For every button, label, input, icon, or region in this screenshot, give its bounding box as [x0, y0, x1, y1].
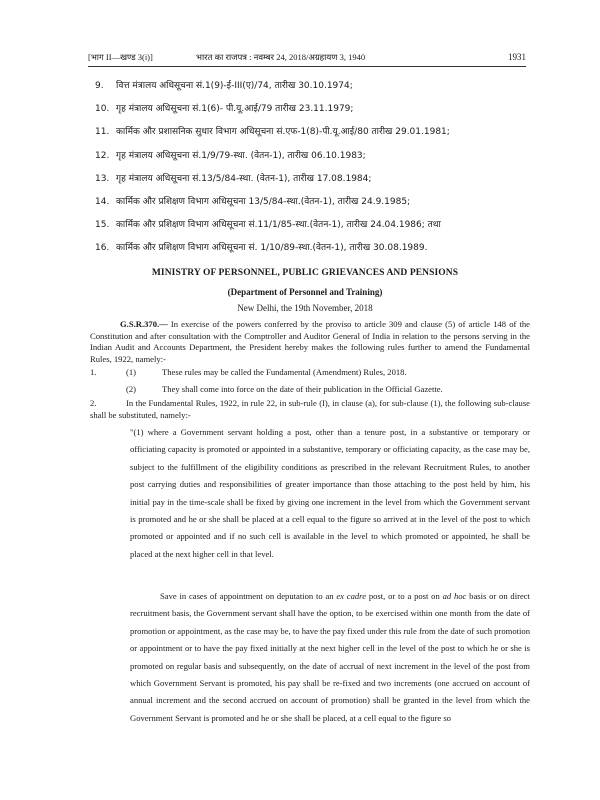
gsr-label: G.S.R.370.— — [120, 319, 168, 329]
list-item — [95, 124, 535, 147]
gsr-text: In exercise of the powers conferred by the proviso to article 309 and clause (5) of article 148 of the Constitution and after consultation with the Comptroller and Auditor General of India in relation to the persons serving in the Indian Audit and Accounts Department, the President hereby makes the following rules further to amend the Fundamental Rules, 1922, namely:- — [90, 319, 530, 364]
rule-1-2 — [90, 384, 443, 394]
list-item-number: 16. — [95, 243, 110, 254]
subrule-number: (2) — [126, 384, 137, 394]
department-title: (Department of Personnel and Training) — [227, 287, 383, 297]
list-item-text: कार्मिक और प्रशिक्षण विभाग अधिसूचना 13/5/84-स्था.(वेतन-1), तारीख 24.9.1985; — [116, 196, 411, 207]
notification-list — [95, 78, 535, 264]
list-item — [95, 194, 535, 217]
rule-text: These rules may be called the Fundamental (Amendment) Rules, 2018. — [162, 367, 407, 377]
list-item — [95, 217, 535, 240]
list-item-text: गृह मंत्रालय अधिसूचना सं.1/9/79-स्था. (वेतन-1), तारीख 06.10.1983; — [116, 150, 366, 161]
italic-term: ad hoc — [442, 591, 467, 601]
header-part-section: [भाग II—खण्ड 3(i)] — [88, 52, 153, 62]
rule-1-1 — [90, 367, 407, 377]
list-item-text: कार्मिक और प्रशासनिक सुधार विभाग अधिसूचना सं.एफ-1(8)-पी.यू.आई/80 तारीख 29.01.1981; — [116, 127, 450, 138]
list-item-number: 12. — [95, 150, 110, 161]
list-item-number: 14. — [95, 196, 110, 207]
list-item — [95, 148, 535, 171]
paragraph-text: "(1) where a Government servant holding a post, other than a tenure post, in a substantive or temporary or officiating capacity is promoted or appointed in a substantive, temporary or officiating capacity, as the case may be, subject to the fulfillment of the eligibility conditions as prescribed in the relevant Recruitment Rules, to another post carrying duties and responsibilities of greater importance than those attaching to the post held by him, his initial pay in the time-scale shall be fixed by giving one increment in the level from which the Government servant is promoted and he or she shall be placed at a cell equal to the figure so arrived at in the level of the post to which promoted or appointed and if no such cell is available in the level to which promoted or appointed, he shall be placed at the next higher cell in that level. — [130, 427, 530, 559]
list-item-number: 13. — [95, 173, 110, 184]
rule-text: In the Fundamental Rules, 1922, in rule 22, in sub-rule (I), in clause (a), for sub-clause (1), the following sub-clause shall be substituted, namely:- — [90, 398, 530, 420]
rule-2 — [90, 398, 530, 421]
paragraph-text: Save in cases of appointment on deputation to an — [160, 591, 337, 601]
list-item-text: वित्त मंत्रालय अधिसूचना सं.1(9)-ई-III(ए)/74, तारीख 30.10.1974; — [116, 81, 353, 91]
subclause-paragraph-1 — [130, 424, 530, 563]
page-number: 1931 — [508, 52, 526, 62]
list-item — [95, 171, 535, 194]
ministry-title: MINISTRY OF PERSONNEL, PUBLIC GRIEVANCES AND PENSIONS — [151, 268, 459, 278]
list-item-text: कार्मिक और प्रशिक्षण विभाग अधिसूचना सं.11/1/85-स्था.(वेतन-1), तारीख 24.04.1986; तथा — [116, 220, 441, 231]
list-item-number: 11. — [95, 127, 110, 138]
list-item-text: गृह मंत्रालय अधिसूचना सं.1(6)- पी.यू.आई/79 तारीख 23.11.1979; — [116, 104, 354, 115]
list-item-number: 10. — [95, 104, 110, 115]
dateline: New Delhi, the 19th November, 2018 — [237, 303, 373, 313]
gsr-preamble — [90, 319, 530, 365]
list-item — [95, 78, 535, 101]
header-divider — [88, 66, 526, 67]
paragraph-text: post, or to a post on — [366, 591, 443, 601]
list-item — [95, 240, 535, 263]
page-header — [88, 52, 526, 66]
italic-term: ex cadre — [336, 591, 367, 601]
rule-number: 2. — [90, 398, 97, 408]
list-item-text: गृह मंत्रालय अधिसूचना सं.13/5/84-स्था. (वेतन-1), तारीख 17.08.1984; — [116, 173, 372, 184]
list-item — [95, 101, 535, 124]
rule-text: They shall come into force on the date of their publication in the Official Gazette. — [162, 384, 443, 394]
list-item-number: 15. — [95, 220, 110, 231]
rule-number: 1. — [90, 367, 97, 377]
list-item-text: कार्मिक और प्रशिक्षण विभाग अधिसूचना सं. 1/10/89-स्था.(वेतन-1), तारीख 30.08.1989. — [116, 243, 428, 254]
list-item-number: 9. — [95, 81, 104, 91]
header-gazette-title: भारत का राजपत्र : नवम्बर 24, 2018/अग्रहायण 3, 1940 — [196, 52, 366, 62]
subrule-number: (1) — [126, 367, 137, 377]
paragraph-text: basis or on direct recruitment basis, the Government servant shall have the option, to be exercised within one month from the date of promotion or appointment, as the case may be, to have the pay fixed under this rule from the date of such promotion or appointment or to have the pay fixed initially at the next higher cell in the level of the post to which he or she is promoted on regular basis and subsequently, on the date of accrual of next increment in the level of the post from which Government Servant is promoted, his pay shall be re-fixed and two increments (one accrued on account of annual increment and the second accrued on account of promotion) shall be granted in the level from which the Government Servant is promoted and he or she shall be placed, at a cell equal to the figure so — [130, 591, 530, 723]
subclause-paragraph-2 — [130, 588, 530, 727]
